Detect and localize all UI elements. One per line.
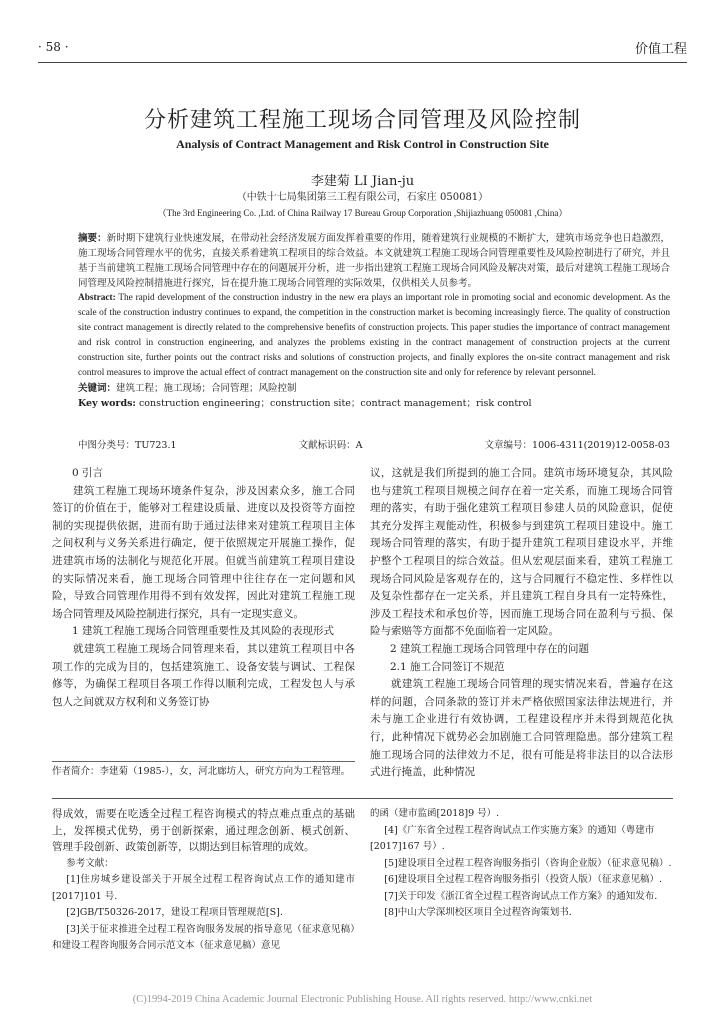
section-heading: 2 建筑工程施工现场合同管理中存在的问题 <box>390 642 590 655</box>
previous-article-left <box>52 806 355 955</box>
reference-item: [7]关于印发《浙江省全过程工程咨询试点工作方案》的通知发布. <box>384 890 658 902</box>
document-code: 文献标识码：A <box>298 440 363 451</box>
previous-article-right <box>370 806 673 922</box>
article-number: 文章编号：1006-4311(2019)12-0058-03 <box>484 440 670 451</box>
section-heading: 1 建筑工程施工现场合同管理重要性及其风险的表现形式 <box>72 625 335 638</box>
body-column-left <box>52 465 355 711</box>
section-heading: 0 引言 <box>72 467 104 479</box>
paragraph: 建筑工程施工现场环境条件复杂，涉及因素众多，施工合同签订的价值在于，能够对工程建设质量、进度以及投资等方面控制的实现提供依据，进而有助于通过法律来对建筑工程项目主体之间权利与义务关系进行确定，便于依照规定开展施工操作，促进建筑市场的法制化与规范化开展。但就当前建筑工程项目建设的实际情况来看，施工现场合同管理中往往存在一定问题和风险，导致合同管理作用得不到有效发挥，因此对建筑工程施工现场合同管理及风险控制进行探究，具有一定现实意义。 <box>52 484 355 620</box>
reference-item: 的函（建市监函[2018]9 号）. <box>370 808 500 819</box>
paragraph: 就建筑工程施工现场合同管理的现实情况来看，普遍存在这样的问题，合同条款的签订并未严格依照国家法律法规进行，并未与施工企业进行有效协调，工程建设程序并未得到规范化执行，此种情况下就势必会加剧施工合同管理隐患。部分建筑工程施工现场合同的法律效力不足，很有可能是将非法目的以合法形式进行掩盖，此种情况 <box>370 678 673 779</box>
body-column-right <box>370 465 673 782</box>
journal-name: 价值工程 <box>634 42 687 57</box>
article-title-en: Analysis of Contract Management and Risk Control in Construction Site <box>176 137 549 151</box>
affiliation-en: （The 3rd Engineering Co. ,Ltd. of China Railway 17 Bureau Group Corporation ,Shijiazhuang 050081 ,China） <box>157 208 568 218</box>
keywords-en-label: Key words: <box>78 398 136 409</box>
abstract-en-text: The rapid development of the construction industry in the new era plays an important role in promoting social and economic development. As the scale of the construction industry continues to expand, the competition in the construction market is becoming increasingly fierce. The quality of construction site contract management is directly related to the comprehensive benefits of construction projects. This paper studies the importance of contract management and risk control in construction engineering, and analyzes the problems existing in the contract management of construction projects at the current construction site, further points out the contract risks and solutions of construction projects, and finally explores the on-site contract management and risk control measures to improve the actual effect of contract management on the construction site and only for reference by relevant personnel. <box>78 293 670 378</box>
paragraph-continued: 议，这就是我们所提到的施工合同。建筑市场环境复杂，其风险也与建筑工程项目规模之间存在着一定关系，而施工现场合同管理的落实，有助于强化建筑工程项目参建人员的风险意识，促使其充分发挥主观能动性，积极参与到建筑工程项目建设中。施工现场合同管理的落实，有助于提升建筑工程项目建设水平，并维护整个工程项目的综合效益。但从宏观层面来看，建筑工程施工现场合同风险是客观存在的，这与合同履行不稳定性、多样性以及复杂性都存在一定关系，并且建筑工程自身具有一定特殊性，涉及工程技术和承包价等，因而施工现场合同在盈利与亏损、保险与索赔等方面都不免面临着一定风险。 <box>370 467 673 638</box>
reference-item: [8]中山大学深圳校区项目全过程咨询策划书. <box>384 907 572 918</box>
clc-number: 中图分类号：TU723.1 <box>78 440 177 451</box>
footnote-rule <box>52 761 355 762</box>
abstract-cn-text: 新时期下建筑行业快速发展，在带动社会经济发展方面发挥着重要的作用，随着建筑行业规模的不断扩大，建筑市场竞争也日趋激烈，施工现场合同管理水平的优劣，直接关系着建筑工程项目的综合效益。本文就建筑工程施工现场合同管理重要性及风险控制进行了研究，并且基于当前建筑工程施工现场合同管理中存在的问题展开分析，进一步指出建筑工程施工现场合同风险及解决对策，最后对建筑工程施工现场合同管理及风险控制措施进行探究，旨在提升施工现场合同管理的实际效果，仅供相关人员参考。 <box>78 233 670 289</box>
author: 李建菊 LI Jian-ju <box>310 174 415 189</box>
header-rule <box>38 62 687 63</box>
reference-item: [3]关于征求推进全过程工程咨询服务发展的指导意见（征求意见稿）和建设工程咨询服务合同示范文本（征求意见稿）意见 <box>52 923 355 951</box>
keywords-cn-label: 关键词： <box>78 383 117 394</box>
copyright-footer: (C)1994-2019 China Academic Journal Electronic Publishing House. All rights reserved. http://www.cnki.net <box>132 994 593 1005</box>
reference-item: [6]建设项目全过程工程咨询服务指引（投资人版）（征求意见稿）. <box>384 874 662 885</box>
references-heading: 参考文献： <box>66 857 114 869</box>
abstract-block <box>78 231 670 411</box>
article-title-cn: 分析建筑工程施工现场合同管理及风险控制 <box>143 108 581 133</box>
reference-item: [2]GB/T50326-2017，建设工程项目管理规范[S]. <box>66 907 283 918</box>
abstract-en <box>78 291 670 381</box>
keywords-cn-text: 建筑工程；施工现场；合同管理；风险控制 <box>116 383 297 394</box>
affiliation-cn: （中铁十七局集团第三工程有限公司，石家庄 050081） <box>236 192 489 203</box>
keywords-cn <box>78 381 670 396</box>
abstract-en-label: Abstract: <box>78 293 116 303</box>
reference-item: [4]《广东省全过程工程咨询试点工作实施方案》的通知（粤建市[2017]167 号）. <box>370 824 655 852</box>
article-divider <box>52 798 673 799</box>
abstract-cn <box>78 231 670 291</box>
keywords-en <box>78 396 670 411</box>
paragraph: 就建筑工程施工现场合同管理来看，其以建筑工程项目中各项工作的完成为目的，包括建筑施工、设备安装与调试、工程保修等，为确保工程项目各项工作得以顺利完成，工程发包人与承包人之间就双方权利和义务签订协 <box>52 642 355 708</box>
reference-item: [1]住房城乡建设部关于开展全过程工程咨询试点工作的通知建市[2017]101 号. <box>52 874 355 902</box>
reference-item: [5]建设项目全过程工程咨询服务指引（咨询企业版）（征求意见稿）. <box>384 857 672 869</box>
author-footnote: 作者简介：李建菊（1985-），女，河北廊坊人，研究方向为工程管理。 <box>52 766 351 777</box>
page-number: · 58 · <box>38 40 69 54</box>
classification-row <box>78 437 670 451</box>
keywords-en-text: construction engineering；construction site；contract management；risk control <box>138 398 532 409</box>
paragraph-continued: 得成效，需要在吃透全过程工程咨询模式的特点难点重点的基础上，发挥模式优势，勇于创新探索，通过理念创新、模式创新、管理手段创新、政策创新等，以期达到目标管理的成效。 <box>52 808 355 853</box>
subsection-heading: 2.1 施工合同签订不规范 <box>390 660 505 673</box>
abstract-cn-label: 摘要： <box>78 233 107 244</box>
